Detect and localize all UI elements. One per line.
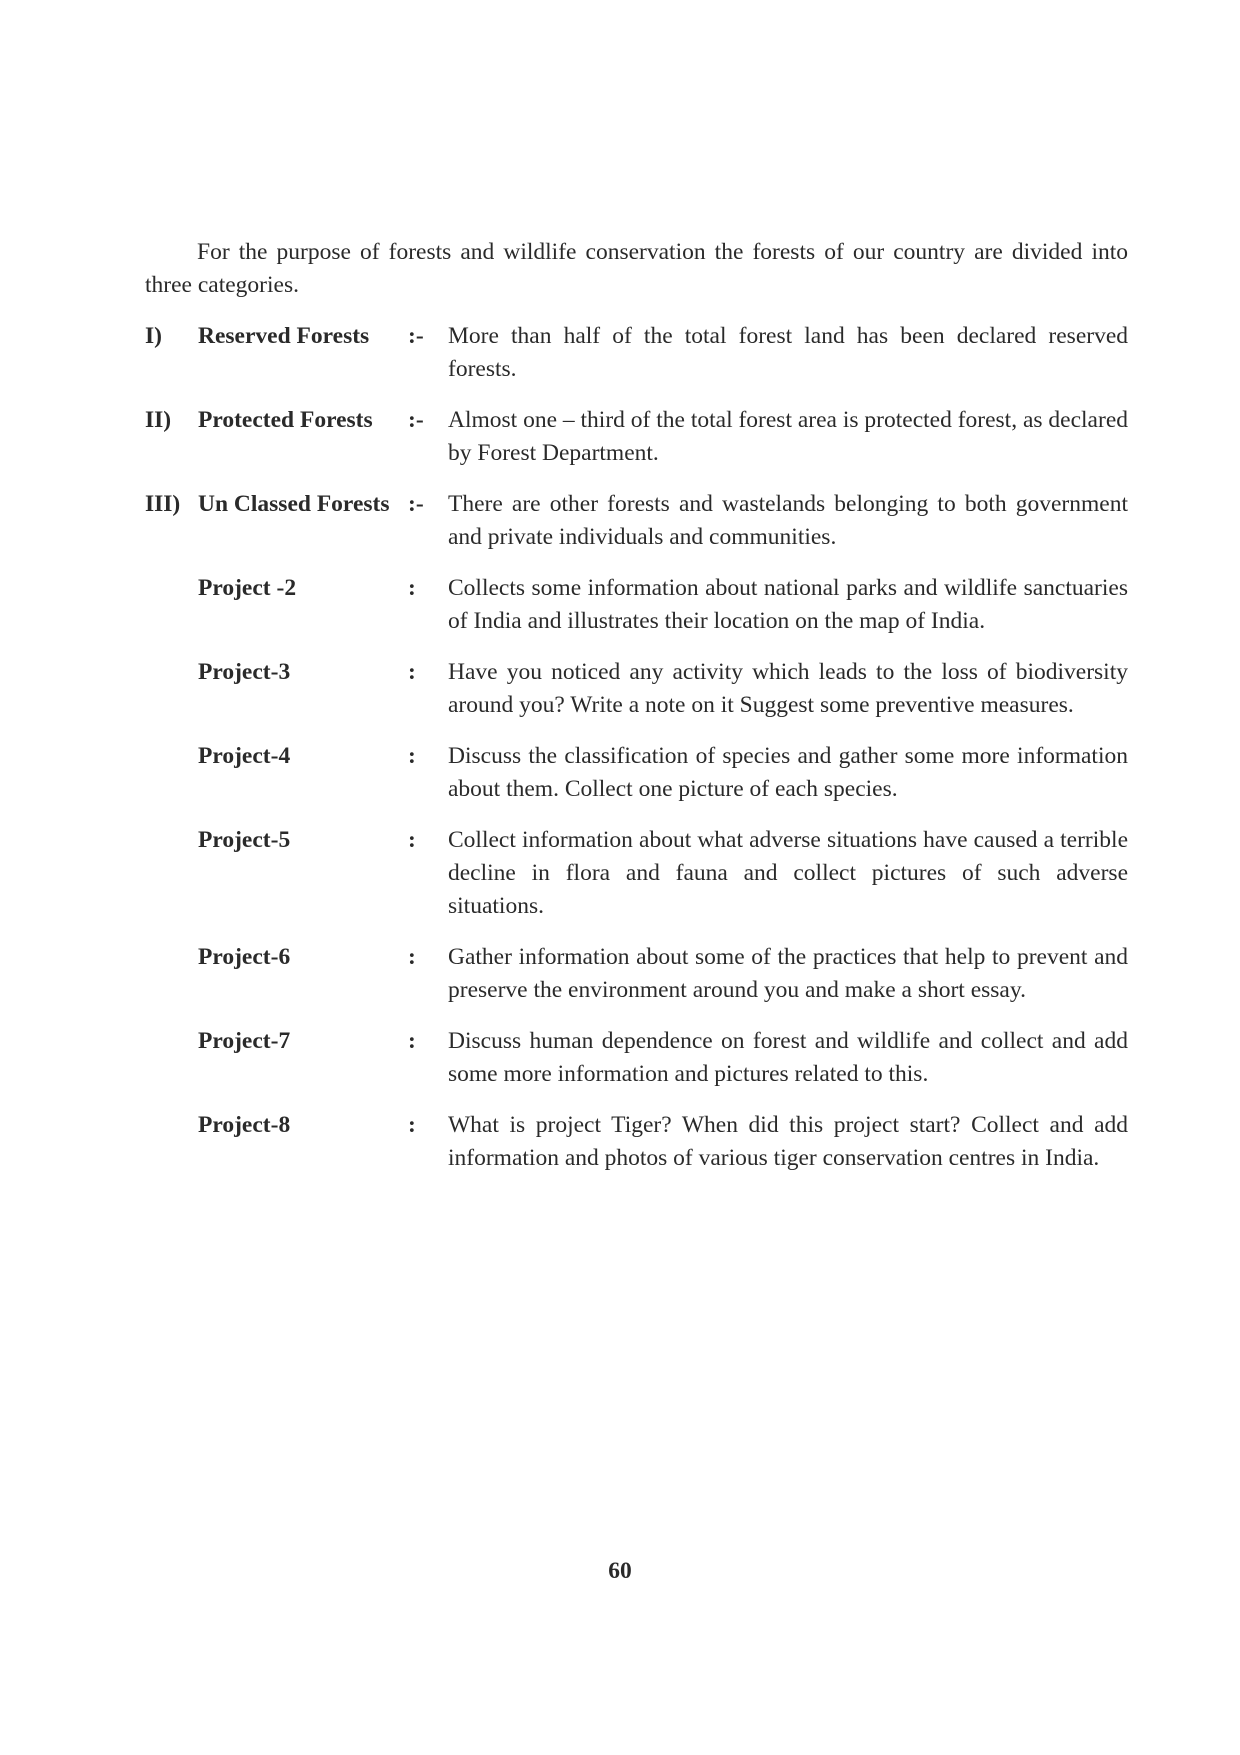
item-term: Project-3 (198, 659, 291, 685)
list-item (145, 320, 1128, 386)
item-separator: : (408, 1112, 416, 1138)
item-number: II) (145, 407, 172, 433)
item-separator: : (408, 743, 416, 769)
list-item (145, 656, 1128, 722)
list-item (145, 824, 1128, 923)
item-description: Collects some information about national parks and wildlife sanctuaries of India and illustrates their location on the map of India. (448, 575, 1128, 634)
item-term: Project -2 (198, 575, 297, 601)
item-term: Project-5 (198, 827, 291, 853)
item-description: Gather information about some of the practices that help to prevent and preserve the environment around you and make a short essay. (448, 944, 1128, 1003)
item-separator: : (408, 827, 416, 853)
item-description: Almost one – third of the total forest area is protected forest, as declared by Forest Department. (448, 407, 1128, 466)
item-term: Reserved Forests (198, 323, 370, 349)
item-description: More than half of the total forest land has been declared reserved forests. (448, 323, 1128, 382)
item-term: Protected Forests (198, 407, 373, 433)
item-description: There are other forests and wastelands belonging to both government and private individuals and communities. (448, 491, 1128, 550)
item-term: Project-8 (198, 1112, 291, 1138)
list-item (145, 488, 1128, 554)
list-item (145, 1025, 1128, 1091)
item-separator: : (408, 575, 416, 601)
item-description: Discuss the classification of species and gather some more information about them. Collect one picture of each species. (448, 743, 1128, 802)
item-description: What is project Tiger? When did this project start? Collect and add information and photos of various tiger conservation centres in India. (448, 1112, 1128, 1171)
item-description: Discuss human dependence on forest and wildlife and collect and add some more information and pictures related to this. (448, 1028, 1128, 1087)
list-item (145, 1109, 1128, 1175)
page-number: 60 (608, 1558, 632, 1584)
item-separator: :- (408, 491, 424, 517)
intro-paragraph: For the purpose of forests and wildlife conservation the forests of our country are divided into three categories. (145, 239, 1128, 298)
list-item (145, 404, 1128, 470)
item-term: Project-7 (198, 1028, 291, 1054)
list-item (145, 740, 1128, 806)
item-description: Collect information about what adverse situations have caused a terrible decline in flora and fauna and collect pictures of such adverse situations. (448, 827, 1128, 919)
item-separator: :- (408, 407, 424, 433)
item-separator: : (408, 659, 416, 685)
item-term: Project-4 (198, 743, 291, 769)
item-description: Have you noticed any activity which leads to the loss of biodiversity around you? Write a note on it Suggest some preventive measures. (448, 659, 1128, 718)
list-item (145, 572, 1128, 638)
item-term: Project-6 (198, 944, 291, 970)
item-number: I) (145, 323, 162, 349)
entries-list (145, 320, 1128, 1193)
item-separator: : (408, 1028, 416, 1054)
item-separator: :- (408, 323, 424, 349)
item-number: III) (145, 491, 181, 517)
list-item (145, 941, 1128, 1007)
item-separator: : (408, 944, 416, 970)
item-term: Un Classed Forests (198, 491, 390, 517)
